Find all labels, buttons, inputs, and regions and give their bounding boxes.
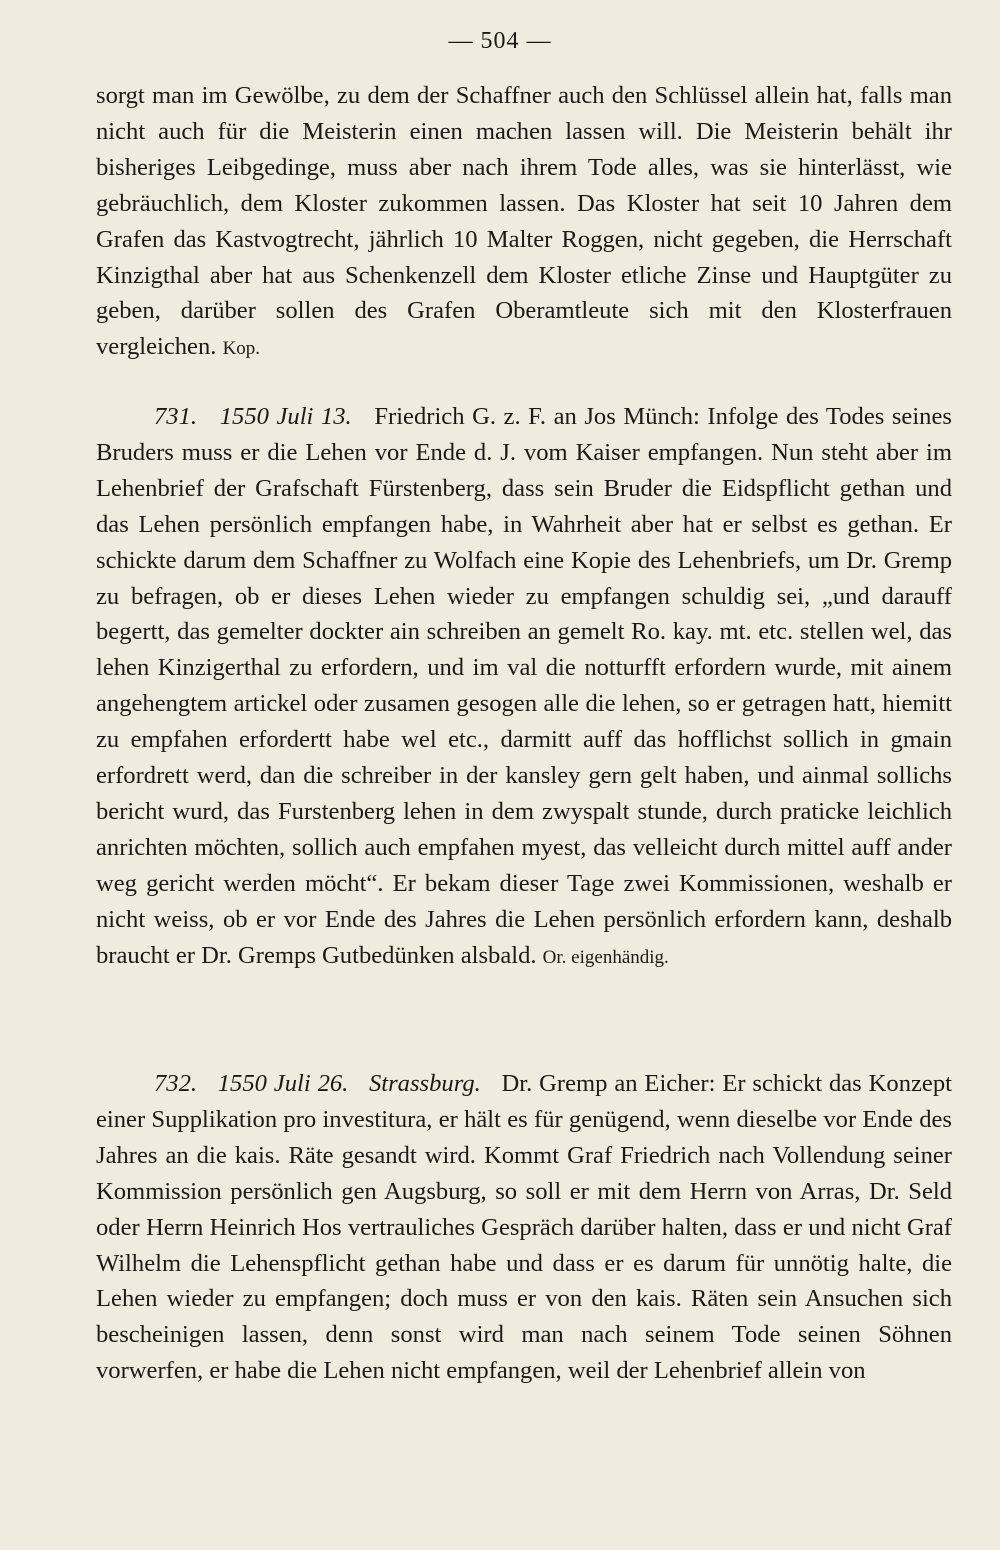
entry-732 <box>96 1066 952 1389</box>
source-note: Or. eigenhändig. <box>542 946 669 968</box>
entry-paragraph <box>96 399 952 976</box>
paragraph <box>96 78 952 367</box>
entry-text: Friedrich G. z. F. an Jos Münch: Infolge des Todes seines Bruders muss er die Lehen vor Ende d. J. vom Kaiser empfangen. Nun steht aber im Lehenbrief der Grafschaft Fürstenberg, dass sein Bruder die Eidspflicht gethan und das Lehen persönlich empfangen habe, in Wahrheit aber hat er selbst es gethan. Er schickte darum dem Schaffner zu Wolfach eine Kopie des Lehenbriefs, um Dr. Gremp zu befragen, ob er dieses Lehen wieder zu empfangen schuldig sei, „und darauff begertt, das gemelter dockter ain schreiben an gemelt Ro. kay. mt. etc. stellen wel, das lehen Kinzigerthal zu erfordern, und im val die notturfft erfordern wurde, mit ainem angehengtem artickel oder zusamen gesogen alle die lehen, so er getragen hatt, hiemitt zu empfahen erfordertt habe wel etc., darmitt auff das hofflichst sollich in gmain erfordrett werd, dan die schreiber in der kansley gern gelt haben, und ainmal sollichs bericht wurd, das Furstenberg lehen in dem zwyspalt stunde, durch praticke leichlich anrichten möchten, sollich auch empfahen myest, das velleicht durch mittel auff ander weg gericht werden möcht“. Er bekam dieser Tage zwei Kommissionen, weshalb er nicht weiss, ob er vor Ende des Jahres die Lehen persönlich erfordern kann, deshalb braucht er Dr. Gremps Gutbedünken alsbald. <box>96 403 952 969</box>
entry-place: Strassburg. <box>368 1070 481 1097</box>
paragraph-text: sorgt man im Gewölbe, zu dem der Schaffner auch den Schlüssel allein hat, falls man nicht auch für die Meisterin einen machen lassen will. Die Meisterin behält ihr bisheriges Leibgedinge, muss aber nach ihrem Tode alles, was sie hinterlässt, wie gebräuchlich, dem Kloster zukommen lassen. Das Kloster hat seit 10 Jahren dem Grafen das Kastvogtrecht, jährlich 10 Malter Roggen, nicht gegeben, die Herrschaft Kinzigthal aber hat aus Schenkenzell dem Kloster etliche Zinse und Hauptgüter zu geben, darüber sollen des Grafen Oberamtleute sich mit den Klosterfrauen vergleichen. <box>96 82 952 361</box>
page-number: — 504 — <box>448 28 552 54</box>
entry-date: 1550 Juli 26. <box>217 1070 349 1097</box>
entry-paragraph <box>96 1066 952 1389</box>
entry-number: 731. <box>154 403 198 430</box>
continued-paragraph <box>96 78 952 367</box>
entry-date: 1550 Juli 13. <box>219 403 352 430</box>
entry-number: 732. <box>154 1070 198 1097</box>
entry-731 <box>96 399 952 976</box>
entry-text: Dr. Gremp an Eicher: Er schickt das Konzept einer Supplikation pro investitura, er hält es für genügend, wenn dieselbe vor Ende des Jahres an die kais. Räte gesandt wird. Kommt Graf Friedrich nach Vollendung seiner Kommission persönlich gen Augsburg, so soll er mit dem Herrn von Arras, Dr. Seld oder Herrn Heinrich Hos vertrauliches Gespräch darüber halten, dass er und nicht Graf Wilhelm die Lehenspflicht gethan habe und dass er es darum für unnötig halte, die Lehen wieder zu empfangen; doch muss er von den kais. Räten sein Ansuchen sich bescheinigen lassen, denn sonst wird man nach seinem Tode seinen Söhnen vorwerfen, er habe die Lehen nicht empfangen, weil der Lehenbrief allein von <box>96 1070 952 1385</box>
source-note: Kop. <box>222 338 261 360</box>
